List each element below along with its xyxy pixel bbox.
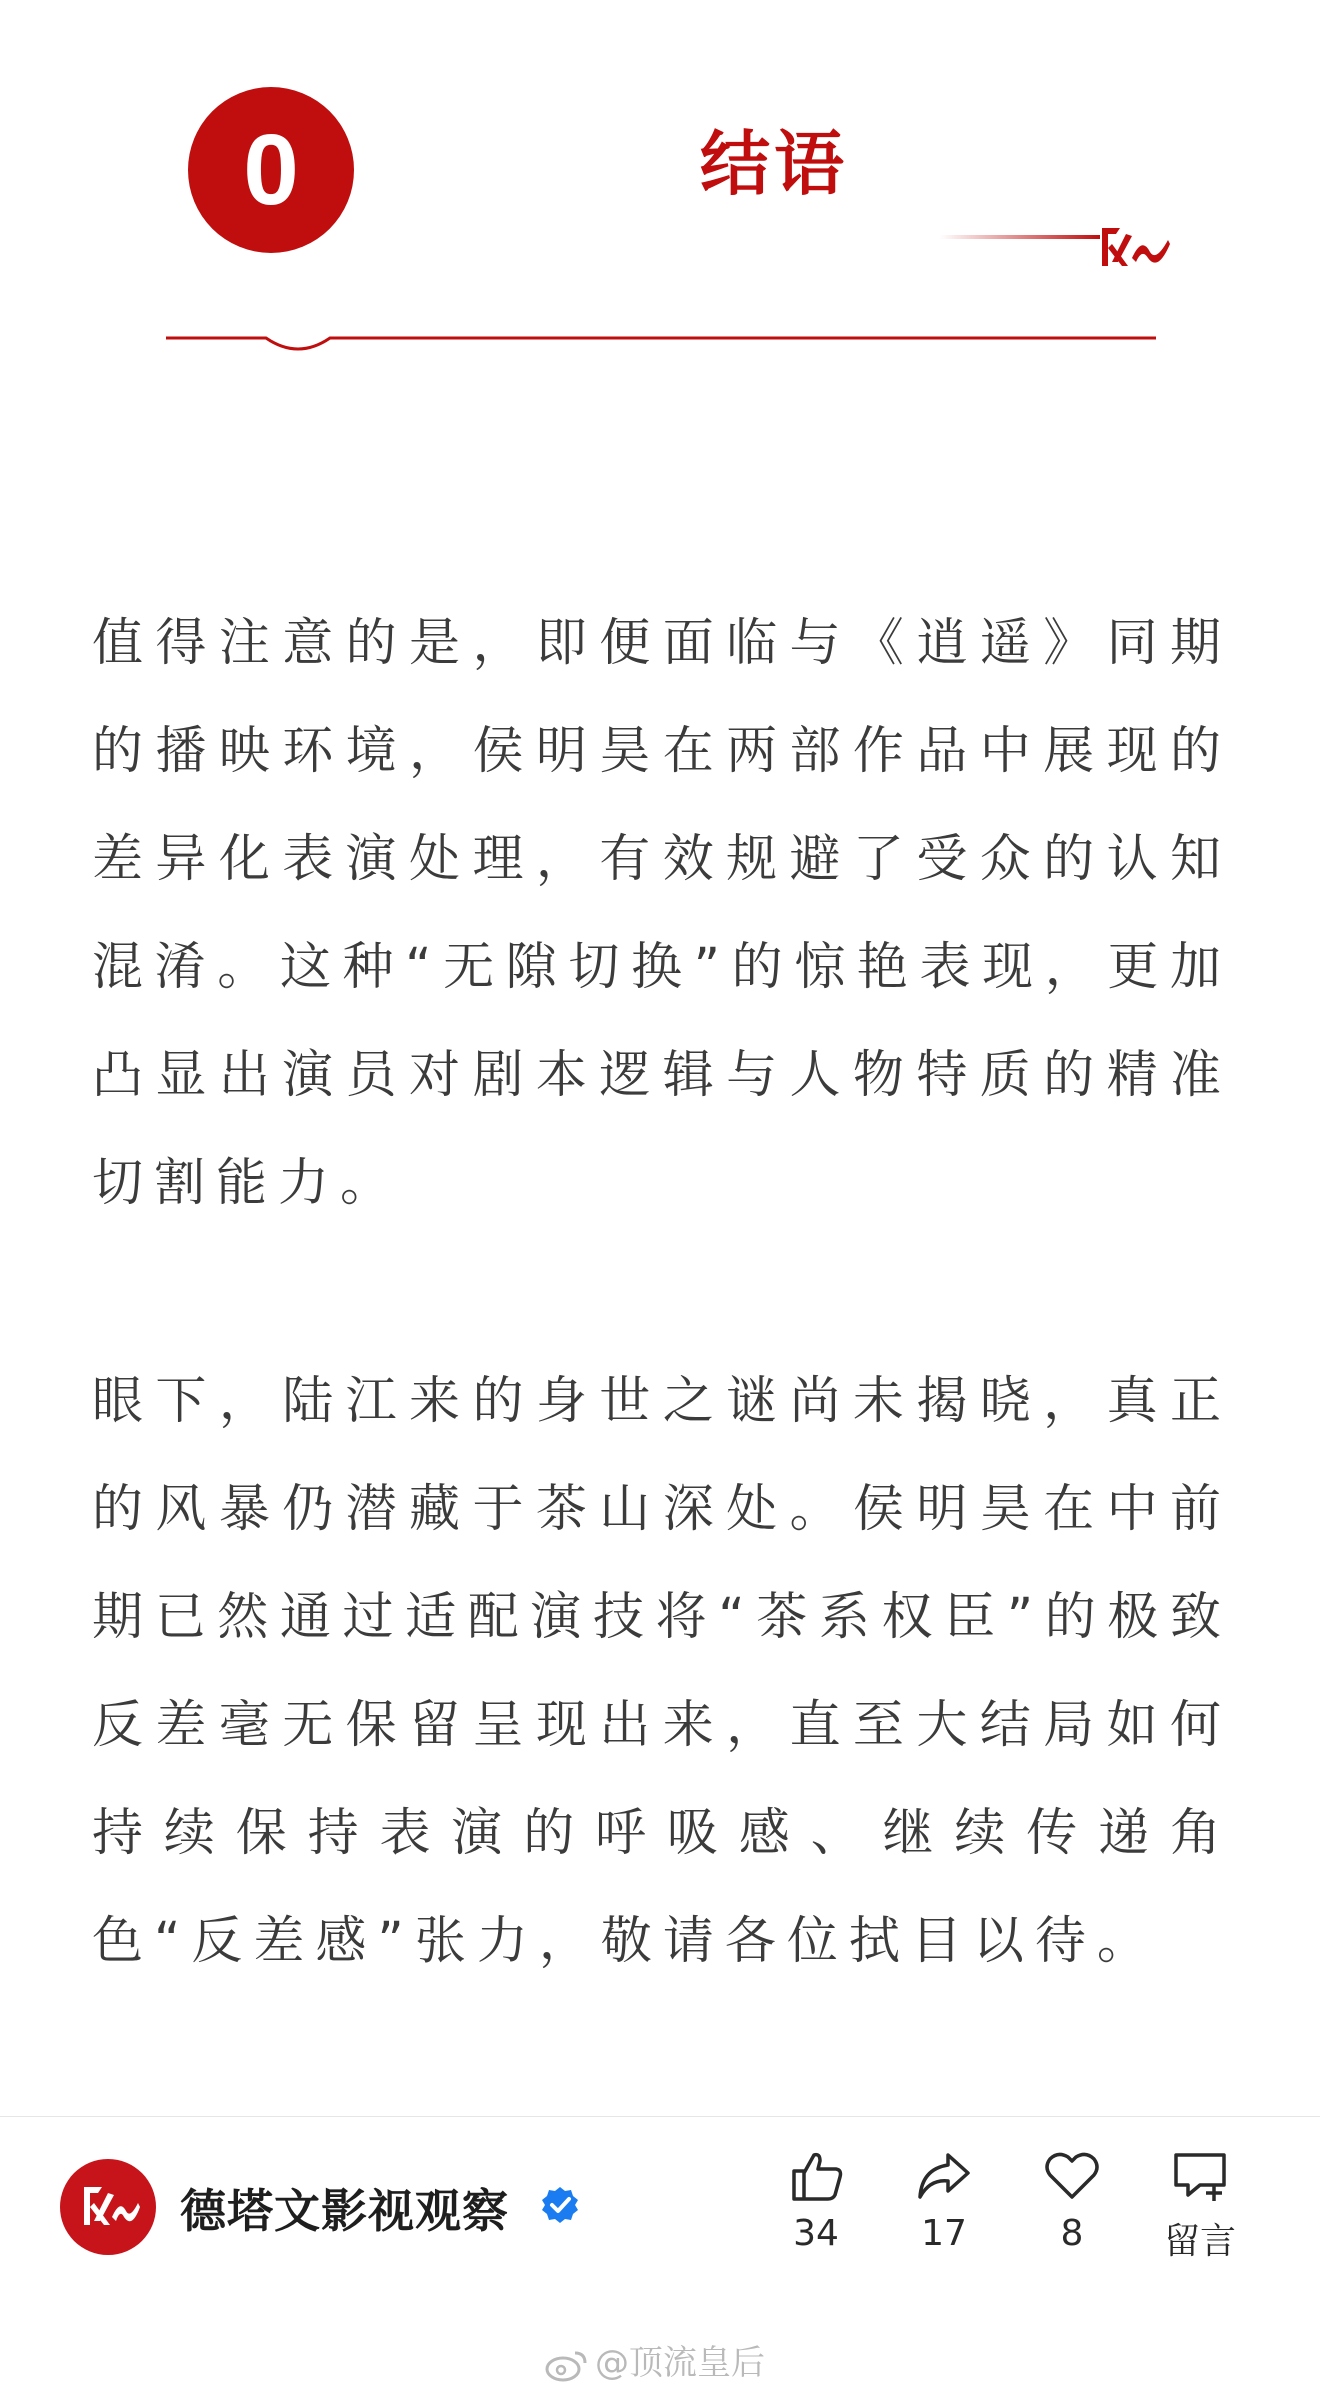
weibo-icon: [545, 2347, 589, 2383]
share-count: 17: [921, 2213, 967, 2254]
section-number-badge: [188, 87, 354, 253]
like-count: 34: [793, 2213, 839, 2254]
verified-badge-icon: [540, 2185, 580, 2225]
heart-icon: [1042, 2145, 1102, 2205]
favorite-count: 8: [1060, 2213, 1084, 2254]
paragraph: 眼下，陆江来的身世之谜尚未揭晓，真正的风暴仍潜藏于茶山深处。侯明昊在中前期已然通过适配演技将“茶系权臣”的极致反差毫无保留呈现出来，直至大结局如何持续保持表演的呼吸感、继续传递角色“反差感”张力，敬请各位拭目以待。: [92, 1372, 1232, 1971]
author-name[interactable]: 德塔文影视观察: [180, 2184, 509, 2238]
paragraph: 值得注意的是，即便面临与《逍遥》同期的播映环境，侯明昊在两部作品中展现的差异化表演处理，有效规避了受众的认知混淆。这种“无隙切换”的惊艳表现，更加凸显出演员对剧本逻辑与人物特质的精准切割能力。: [92, 614, 1232, 1213]
section-title: 结语: [700, 123, 848, 205]
article-body: [92, 590, 1232, 2106]
watermark: [545, 2335, 765, 2384]
comment-label: 留言: [1163, 2221, 1236, 2262]
share-icon: [914, 2145, 974, 2205]
author-avatar[interactable]: [60, 2159, 156, 2255]
favorite-button[interactable]: [1012, 2145, 1132, 2254]
thumbs-up-icon: [786, 2145, 846, 2205]
section-number: 0: [243, 114, 299, 226]
share-button[interactable]: [884, 2145, 1004, 2254]
bottom-action-bar: [0, 2116, 1320, 2388]
brand-logo-icon: [60, 2159, 156, 2255]
comment-add-icon: [1170, 2145, 1230, 2205]
watermark-text: @顶流皇后: [595, 2343, 765, 2383]
section-header: [0, 0, 1320, 360]
section-divider: [166, 318, 1156, 358]
comment-button[interactable]: [1140, 2145, 1260, 2264]
like-button[interactable]: [756, 2145, 876, 2254]
decorative-gradient-line: [940, 230, 1100, 244]
brand-mark-icon: [1098, 222, 1172, 278]
